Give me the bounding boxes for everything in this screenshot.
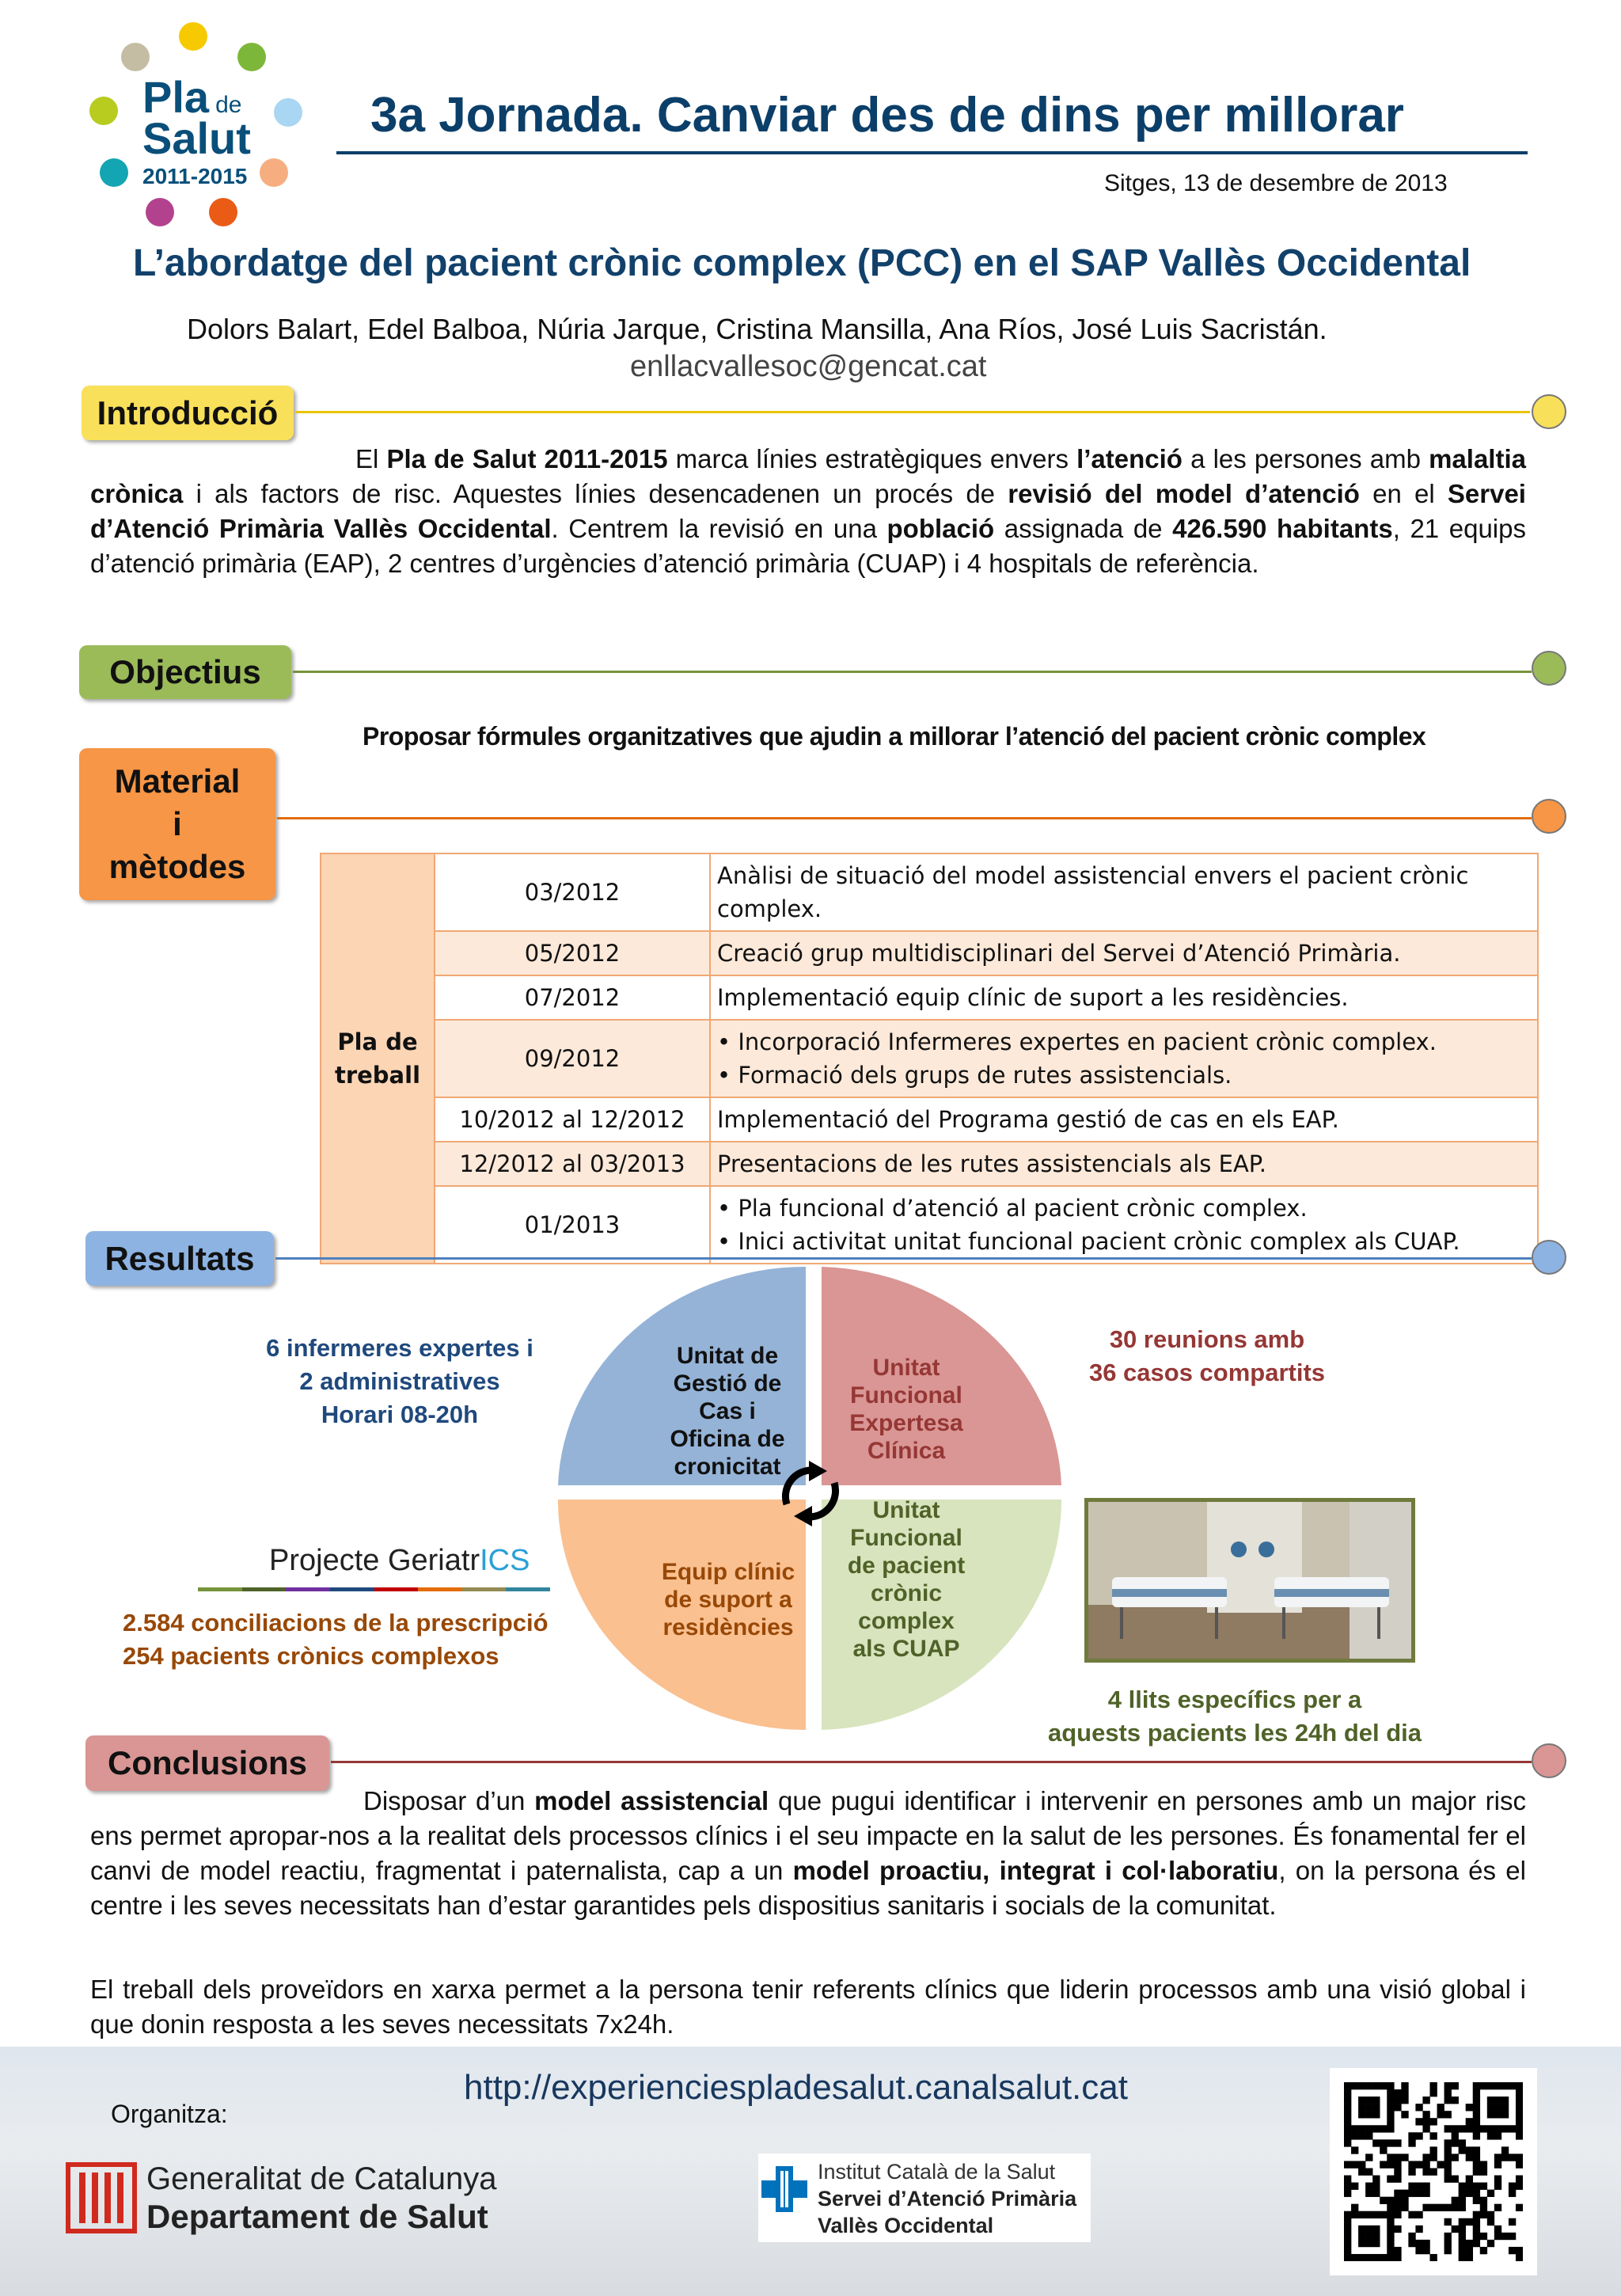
- conclusions-paragraph-1: Disposar d’un model assistencial que pugui identificar i intervenir en persones amb un major risc ens permet apropar-nos a la realitat dels processos clínics i el seu impacte en la salut de les persones. És fonamental fer el canvi de model reactiu, fragmentat i paternalista, cap a un model proactiu, integrat i col·laboratiu, on la persona és el centre i les seves necessitats han d’estar garantides pels dispositius sanitaris i socials de la comunitat.: [90, 1786, 1526, 1920]
- website-link[interactable]: http://experienciespladesalut.canalsalut.cat: [464, 2068, 1128, 2107]
- objective-text: Proposar fórmules organitzatives que ajudin a millorar l’atenció del pacient crònic complex: [363, 722, 1426, 751]
- departament-name: Departament de Salut: [146, 2198, 488, 2235]
- label-line-1: Material: [114, 762, 241, 800]
- label-line-3: mètodes: [108, 848, 246, 885]
- quadrant-label-expertesa: Unitat Funcional Expertesa Clínica: [849, 1355, 963, 1464]
- section-dot-introduccio: [1532, 394, 1566, 429]
- header-divider: [336, 151, 1528, 154]
- quadrant-label-residencies: Equip clínic de suport a residències: [661, 1559, 795, 1640]
- poster-title: L’abordatge del pacient crònic complex (PCC) en el SAP Vallès Occidental: [133, 242, 1471, 284]
- authors: Dolors Balart, Edel Balboa, Núria Jarque, Cristina Mansilla, Ana Ríos, José Luis Sacristán.: [187, 313, 1327, 345]
- table-row: [321, 975, 1538, 1020]
- section-label-resultats: Resultats: [85, 1231, 274, 1286]
- section-dot-resultats: [1532, 1240, 1566, 1275]
- ics-unit-2: Vallès Occidental: [818, 2214, 994, 2237]
- stat-llits: 4 llits específics per a aquests pacients les 24h del dia: [1047, 1686, 1422, 1747]
- row-date: 12/2012 al 03/2013: [435, 1142, 710, 1186]
- section-dot-conclusions: [1532, 1743, 1566, 1778]
- section-label-objectius: Objectius: [79, 645, 291, 699]
- stat-infermeres: 6 infermeres expertes i 2 administratives Horari 08-20h: [266, 1334, 533, 1428]
- conclusions-paragraph-2: El treball dels proveïdors en xarxa permet a la persona tenir referents clínics que liderin processos amb una visió global i que donin resposta a les seves necessitats 7x24h.: [90, 1975, 1526, 2039]
- stat-reunions: 30 reunions amb 36 casos compartits: [1088, 1325, 1326, 1386]
- table-row: [321, 1142, 1538, 1186]
- quadrant-label-gestio-cas: Unitat de Gestió de Cas i Oficina de cronicitat: [670, 1343, 785, 1480]
- row-desc: Presentacions de les rutes assistencials als EAP.: [710, 1142, 1538, 1186]
- hospital-beds-photo: [1084, 1498, 1415, 1663]
- results-quadrant-diagram: [554, 1263, 1069, 1742]
- section-line-resultats: [275, 1257, 1532, 1260]
- work-plan-label: Pla de treball: [321, 853, 435, 1264]
- ics-unit-1: Servei d’Atenció Primària: [818, 2187, 1077, 2210]
- row-desc: Anàlisi de situació del model assistencial envers el pacient crònic complex.: [710, 853, 1538, 931]
- work-plan-table: [320, 853, 1539, 1264]
- geriatrics-color-bar: [198, 1587, 550, 1591]
- section-line-introduccio: [295, 411, 1530, 413]
- row-date: 01/2013: [435, 1186, 710, 1264]
- ics-name: Institut Català de la Salut: [818, 2160, 1056, 2184]
- event-title: 3a Jornada. Canviar des de dins per millorar: [370, 88, 1404, 143]
- section-line-material: [277, 817, 1532, 819]
- table-row: [321, 853, 1538, 931]
- ics-cross-icon: [760, 2165, 809, 2214]
- row-date: 07/2012: [435, 975, 710, 1020]
- generalitat-name: Generalitat de Catalunya: [146, 2161, 497, 2196]
- table-row: [321, 931, 1538, 975]
- row-desc: Implementació equip clínic de suport a les residències.: [710, 975, 1538, 1020]
- section-label-introduccio: Introducció: [82, 386, 294, 440]
- section-line-conclusions: [331, 1761, 1532, 1763]
- row-desc: Creació grup multidisciplinari del Servei d’Atenció Primària.: [710, 931, 1538, 975]
- section-dot-material: [1532, 799, 1566, 834]
- geriatrics-project-title: Projecte GeriatrICS: [269, 1544, 530, 1577]
- contact-email[interactable]: enllacvallesoc@gencat.cat: [630, 350, 987, 383]
- label-line-2: i: [173, 805, 182, 842]
- row-date: 10/2012 al 12/2012: [435, 1097, 710, 1142]
- table-row: [321, 1097, 1538, 1142]
- section-line-objectius: [293, 671, 1532, 673]
- row-date: 05/2012: [435, 931, 710, 975]
- table-row: [321, 1020, 1538, 1097]
- row-desc: • Pla funcional d’atenció al pacient crònic complex. • Inici activitat unitat funcional pacient crònic complex als CUAP.: [710, 1186, 1538, 1264]
- row-desc: Implementació del Programa gestió de cas en els EAP.: [710, 1097, 1538, 1142]
- table-row: [321, 1186, 1538, 1264]
- stat-conciliacions: 2.584 conciliacions de la prescripció 254 pacients crònics complexos: [123, 1609, 549, 1670]
- row-date: 09/2012: [435, 1020, 710, 1097]
- section-label-material-metodes: [79, 748, 275, 900]
- row-date: 03/2012: [435, 853, 710, 931]
- generalitat-emblem-icon: [65, 2161, 138, 2234]
- organitza-label: Organitza:: [111, 2100, 228, 2128]
- intro-paragraph: El Pla de Salut 2011-2015 marca línies estratègiques envers l’atenció a les persones amb malaltia crònica i als factors de risc. Aquestes línies desencadenen un procés de revisió del model d’atenció en el Servei d’Atenció Primària Vallès Occidental. Centrem la revisió en una població assignada de 426.590 habitants, 21 equips d’atenció primària (EAP), 2 centres d’urgències d’atenció primària (CUAP) i 4 hospitals de referència.: [90, 444, 1526, 578]
- quadrant-label-cuap: Unitat Funcional de pacient crònic complex als CUAP: [847, 1497, 966, 1662]
- row-desc: • Incorporació Infermeres expertes en pacient crònic complex. • Formació dels grups de rutes assistencials.: [710, 1020, 1538, 1097]
- logo-text: Pla de Salut 2011-2015: [142, 72, 251, 188]
- event-date: Sitges, 13 de desembre de 2013: [1104, 170, 1448, 196]
- section-dot-objectius: [1532, 651, 1566, 686]
- qr-code-icon[interactable]: [1344, 2082, 1523, 2261]
- section-label-conclusions: Conclusions: [85, 1735, 329, 1791]
